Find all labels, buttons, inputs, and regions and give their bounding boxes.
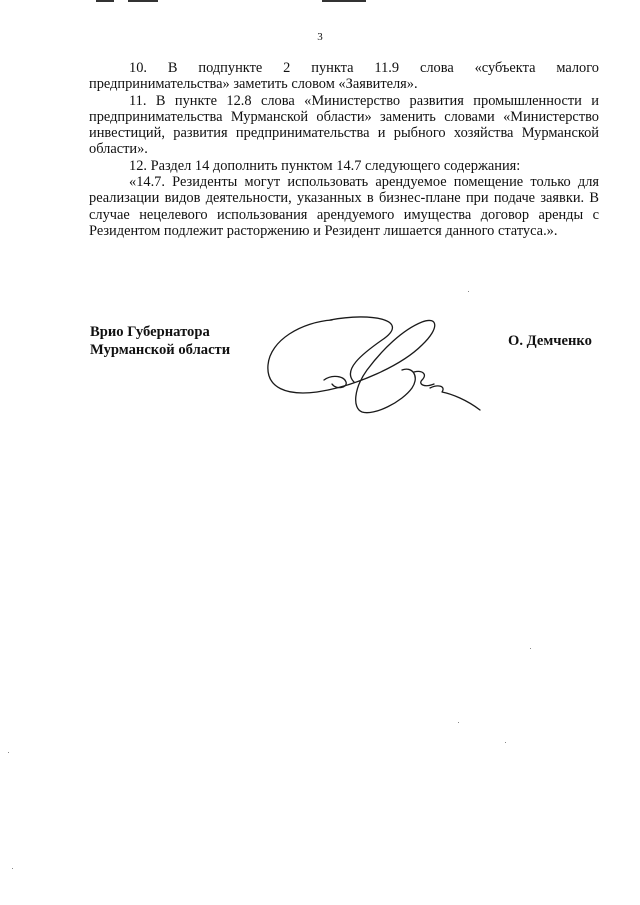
handwritten-signature	[262, 310, 487, 420]
paragraph-item-10: 10. В подпункте 2 пункта 11.9 слова «субъекта малого предпринимательства» заметить словом «Заявителя».	[89, 60, 599, 93]
scan-speck	[468, 291, 469, 292]
scan-edge-mark	[322, 0, 366, 2]
signatory-title-line-1: Врио Губернатора	[90, 324, 210, 340]
scan-speck	[505, 742, 506, 743]
paragraph-item-12: 12. Раздел 14 дополнить пунктом 14.7 следующего содержания:	[129, 157, 521, 174]
document-body	[89, 60, 599, 239]
scan-edge-mark	[128, 0, 158, 2]
scan-speck	[12, 868, 13, 869]
paragraph-item-11: 11. В пункте 12.8 слова «Министерство развития промышленности и предпринимательства Мурманской области» заменить словами «Министерство инвестиций, развития предпринимательства и рыбного хозяйства Мурманской области».	[89, 92, 599, 158]
paragraph-quote-14-7: «14.7. Резиденты могут использовать арендуемое помещение только для реализации видов деятельности, указанных в бизнес-плане при подаче заявки. В случае нецелевого использования арендуемого имущества договор аренды с Резидентом подлежит расторжению и Резидент лишается данного статуса.».	[89, 174, 599, 239]
signatory-title	[90, 324, 230, 359]
signatory-name: О. Демченко	[508, 333, 592, 349]
scan-edge-mark	[96, 0, 114, 2]
signatory-title-line-2: Мурманской области	[90, 341, 231, 358]
scan-speck	[458, 722, 459, 723]
scan-speck	[530, 648, 531, 649]
page-number: 3	[317, 31, 323, 43]
scan-speck	[8, 752, 9, 753]
